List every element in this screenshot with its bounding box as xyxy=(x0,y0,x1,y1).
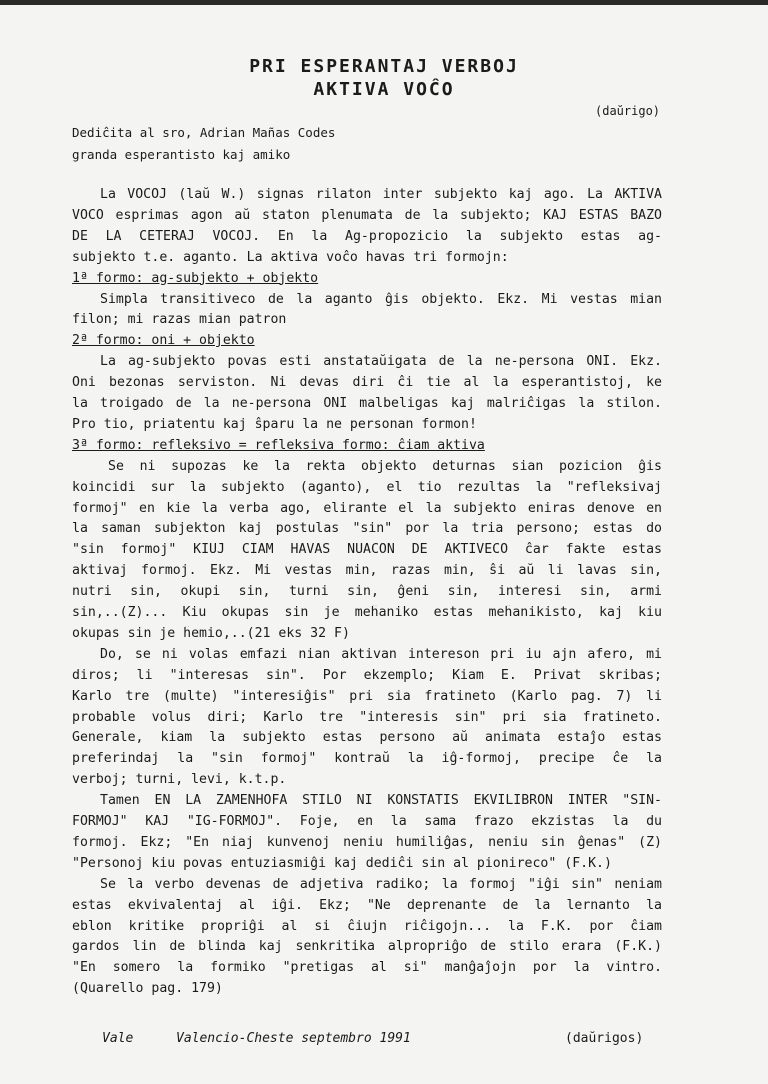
continuation-note: (daŭrigo) xyxy=(595,104,661,118)
body-line: VOĈO esprimas agon aŭ staton plenumata de la subjekto; KAJ ESTAS BAZO xyxy=(72,207,662,223)
section-heading: 2ª formo: oni + objekto xyxy=(72,333,255,349)
body-line: preferindaj la "sin formoj" kontraŭ la iĝ-formoj, precipe ĉe la xyxy=(72,751,662,767)
body-line: Se ni supozas ke la rekta objekto deturnas sian pozicion ĝis xyxy=(108,458,662,474)
body-line: diros; li "interesas sin". Por ekzemplo; Kiam E. Privat skribas; xyxy=(72,667,662,683)
body-line: probable volus diri; Karlo tre "interesis sin" pri sia fratineto. xyxy=(72,709,662,725)
body-line: subjekto t.e. aganto. La aktiva voĉo havas tri formojn: xyxy=(72,249,509,265)
body-line: la troigado de la ne-persona ONI malbeligas kaj malriĉigas la stilon. xyxy=(72,396,662,411)
body-line: Pro tio, priatentu kaj ŝparu la ne personan formon! xyxy=(72,416,477,432)
body-line: Ĝenerale, kiam la subjekto estas persono aŭ animata estaĵo estas xyxy=(72,730,662,746)
body-line: "sin formoj" KIUJ ĈIAM HAVAS NUACON DE AKTIVECO ĉar fakte estas xyxy=(72,542,662,558)
body-line: formoj" en kie la verba ago, elirante el la subjekto eniras denove en xyxy=(72,500,662,516)
body-line: okupas sin je ĥemio,..(21 eks 32 F) xyxy=(72,625,350,641)
body-line: (Quarello pag. 179) xyxy=(72,981,223,997)
body-line: Karlo tre (multe) "interesiĝis" pri sia fratineto (Karlo pag. 7) li xyxy=(72,688,662,704)
body-line: Simpla transitiveco de la aganto ĝis objekto. Ekz. Mi vestas mian xyxy=(100,291,662,307)
body-line: FORMOJ" KAJ "IĜ-FORMOJ". Foje, en la sama frazo ekzistas la du xyxy=(72,814,662,829)
body-line: verboj; turni, levi, k.t.p. xyxy=(72,772,287,788)
section-heading: 1ª formo: ag-subjekto + objekto xyxy=(72,270,319,286)
body-line: "Personoj kiu povas entuziasmiĝi kaj dediĉi sin al pionireco" (F.K.) xyxy=(72,855,612,871)
body-line: Oni bezonas serviston. Ni devas diri ĉi tie al la esperantistoj, ke xyxy=(72,375,662,391)
body-line: DE LA CETERAJ VOĈOJ. En la Ag-propozicio la subjekto estas ag- xyxy=(72,228,662,244)
body-line: gardos lin de blinda kaj senkritika alpropriĝo de stilo erara (F.K.) xyxy=(72,939,662,955)
body-line: La ag-subjekto povas esti anstataŭigata de la ne-persona ONI. Ekz. xyxy=(100,354,662,370)
body-line: nutri sin, okupi sin, turni sin, ĝeni sin, interesi sin, armi xyxy=(72,584,662,600)
body-line: Do, se ni volas emfazi nian aktivan intereson pri iu ajn afero, mi xyxy=(100,646,662,662)
body-line: formoj. Ekz; "En niaj kunvenoj neniu humiliĝas, neniu sin ĝenas" (Z) xyxy=(72,834,662,850)
body-line: estas ekvivalentaj al iĝi. Ekz; "Ne deprenante de la lernanto la xyxy=(72,897,662,913)
body-line: eblon kritike propriĝi al si ĉiujn riĉigojn... la F.K. por ĉiam xyxy=(72,918,662,934)
footer-vale: Vale xyxy=(102,1031,134,1046)
body-line: koincidi sur la subjekto (aganto), el tio rezultas la "refleksivaj xyxy=(72,479,662,495)
dedication-line-1: Dediĉita al sro, Adrian Mañas Codes xyxy=(72,125,336,140)
body-line: "En somero la formiko "pretigas al si" manĝaĵojn por la vintro. xyxy=(72,960,662,976)
body-line: la saman subjekton kaj postulas "sin" por la tria persono; estas do xyxy=(72,521,662,537)
dedication-line-2: granda esperantisto kaj amiko xyxy=(72,147,291,162)
body-line: aktivaj formoj. Ekz. Mi vestas min, razas min, ŝi aŭ li lavas sin, xyxy=(72,563,662,579)
body-line: La VOĈOJ (laŭ W.) signas rilaton inter subjekto kaj ago. La AKTIVA xyxy=(100,187,662,202)
body-line: Tamen EN LA ZAMENHOFA STILO NI KONSTATIS EKVILIBRON INTER "SIN- xyxy=(100,793,662,809)
body-line: sin,..(Z)... Kiu okupas sin je meĥaniko estas meĥanikisto, kaj kiu xyxy=(72,605,662,620)
body-line: filon; mi razas mian patron xyxy=(72,312,287,328)
footer-signature: (daŭrigos) xyxy=(565,1031,644,1046)
title-line-2: AKTIVA VOĈO xyxy=(313,79,455,100)
footer-place-date: Valencio-Cheste septembro 1991 xyxy=(176,1031,411,1046)
title-line-1: PRI ESPERANTAJ VERBOJ xyxy=(249,56,519,77)
body-line: Se la verbo devenas de adjetiva radiko; la formoj "iĝi sin" neniam xyxy=(100,876,662,892)
section-heading: 3ª formo: refleksivo = refleksiva formo: ĉiam aktiva xyxy=(72,437,485,453)
